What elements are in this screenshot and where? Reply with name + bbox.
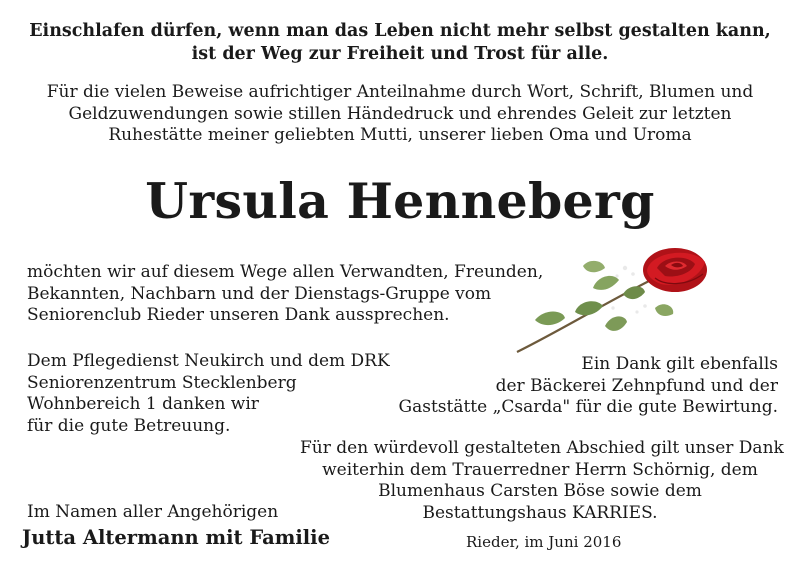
motto xyxy=(0,20,800,66)
intro-text xyxy=(0,82,800,147)
red-rose-icon xyxy=(505,248,720,358)
bakery-thanks-line: der Bäckerei Zehnpfund und der xyxy=(495,375,778,396)
care-thanks xyxy=(27,351,390,437)
family-label: Im Namen aller Angehörigen xyxy=(27,502,279,522)
main-thanks-line: Seniorenclub Rieder unseren Dank aussprechen. xyxy=(27,305,450,325)
place-date: Rieder, im Juni 2016 xyxy=(466,533,622,551)
bakery-thanks-line: Ein Dank gilt ebenfalls xyxy=(581,354,778,374)
main-thanks-line: Bekannten, Nachbarn und der Dienstags-Gruppe vom xyxy=(27,283,492,304)
bakery-thanks xyxy=(399,354,779,419)
motto-line: ist der Weg zur Freiheit und Trost für alle. xyxy=(191,44,609,64)
deceased-name: Ursula Henneberg xyxy=(145,172,655,230)
care-thanks-line: für die gute Betreuung. xyxy=(27,415,231,436)
farewell-thanks-line: weiterhin dem Trauerredner Herrn Schörnig, dem xyxy=(322,459,758,480)
farewell-thanks xyxy=(300,438,784,524)
farewell-thanks-line: Bestattungshaus KARRIES. xyxy=(422,502,658,523)
intro-line: Geldzuwendungen sowie stillen Händedruck und ehrendes Geleit zur letzten xyxy=(68,103,732,124)
main-thanks xyxy=(27,262,543,327)
family-signature: Jutta Altermann mit Familie xyxy=(22,526,330,549)
intro-line: Für die vielen Beweise aufrichtiger Anteilnahme durch Wort, Schrift, Blumen und xyxy=(46,82,754,102)
bakery-thanks-line: Gaststätte „Csarda" für die gute Bewirtung. xyxy=(398,397,778,417)
intro-line: Ruhestätte meiner geliebten Mutti, unserer lieben Oma und Uroma xyxy=(108,125,692,145)
care-thanks-line: Seniorenzentrum Stecklenberg xyxy=(27,372,297,393)
motto-line: Einschlafen dürfen, wenn man das Leben nicht mehr selbst gestalten kann, xyxy=(29,21,771,41)
care-thanks-line: Wohnbereich 1 danken wir xyxy=(27,394,259,414)
main-thanks-line: möchten wir auf diesem Wege allen Verwandten, Freunden, xyxy=(27,262,544,282)
farewell-thanks-line: Blumenhaus Carsten Böse sowie dem xyxy=(378,481,702,501)
farewell-thanks-line: Für den würdevoll gestalteten Abschied gilt unser Dank xyxy=(300,438,784,458)
care-thanks-line: Dem Pflegedienst Neukirch und dem DRK xyxy=(27,351,390,371)
